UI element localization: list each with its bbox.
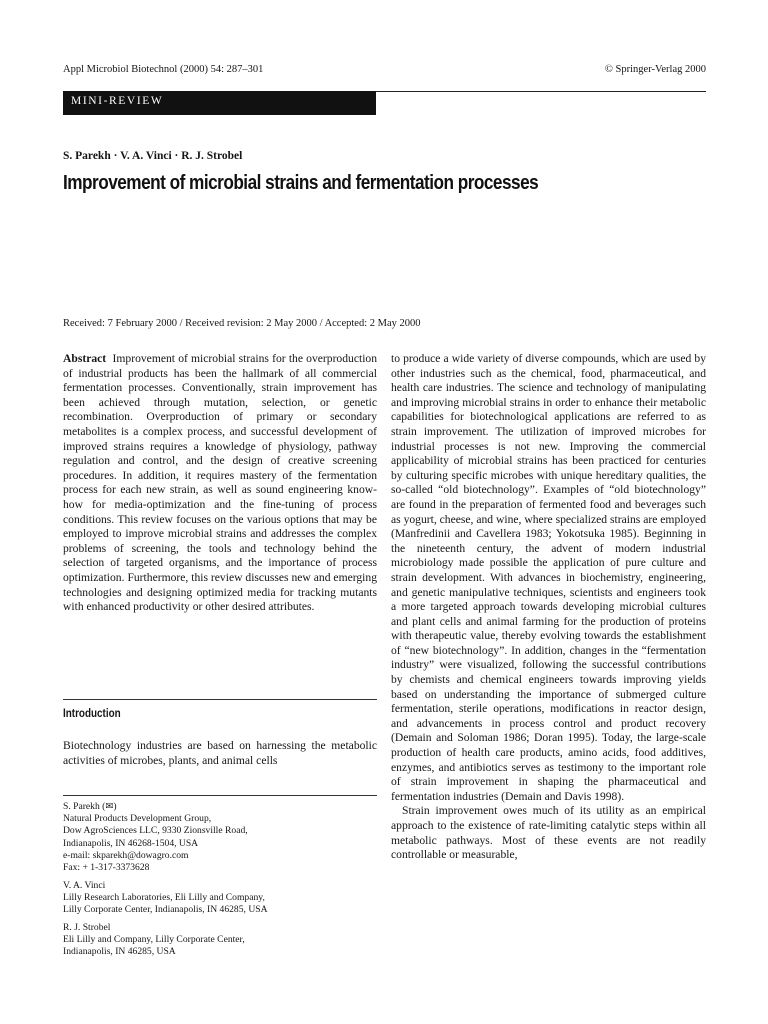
affiliation-name: V. A. Vinci [63, 880, 106, 891]
affiliation-line: Lilly Research Laboratories, Eli Lilly and Company, [63, 892, 265, 904]
affiliation-name: R. J. Strobel [63, 922, 111, 933]
affiliation-line: Indianapolis, IN 46268-1504, USA [63, 837, 199, 849]
affiliation-divider [63, 795, 377, 796]
affiliation-parekh [63, 801, 377, 874]
received-dates: Received: 7 February 2000 / Received revision: 2 May 2000 / Accepted: 2 May 2000 [63, 318, 421, 329]
affiliation-email: e-mail: skparekh@dowagro.com [63, 849, 189, 861]
introduction-text: Biotechnology industries are based on harnessing the metabolic activities of microbes, plants, and animal cells [63, 739, 377, 767]
article-title: Improvement of microbial strains and fermentation processes [63, 172, 539, 194]
abstract-heading: Abstract [63, 352, 107, 365]
affiliation-line: Dow AgroSciences LLC, 9330 Zionsville Road, [63, 825, 248, 837]
copyright-notice: © Springer-Verlag 2000 [604, 64, 706, 75]
section-divider [63, 699, 377, 700]
abstract-text: Improvement of microbial strains for the overproduction of industrial products has been the hallmark of all commercial fermentation processes. Conventionally, strain improvement has been achieved through mutation, selection, or genetic recombination. Overproduction of primary or secondary metabolites is a complex process, and successful development of improved strains requires a knowledge of physiology, pathway regulation and control, and the design of creative screening procedures. In addition, it requires mastery of the fermentation process for each new strain, as well as sound engineering know-how for media-optimization and the fine-tuning of process conditions. This review focuses on the various options that may be employed to improve microbial strains and addresses the complex problems of screening, the tools and technology behind the selection of targeted organisms, and the importance of process optimization. Furthermore, this review discusses new and emerging technologies and designing optimized media for tracking mutants with enhanced productivity or other desired attributes. [63, 352, 378, 614]
abstract [63, 352, 377, 615]
author-list: S. Parekh · V. A. Vinci · R. J. Strobel [63, 150, 243, 162]
affiliation-strobel [63, 922, 377, 959]
affiliation-line: Indianapolis, IN 46285, USA [63, 946, 176, 958]
affiliation-line: Natural Products Development Group, [63, 813, 212, 825]
affiliation-vinci [63, 880, 377, 917]
introduction-heading: Introduction [63, 708, 121, 720]
body-paragraph: to produce a wide variety of diverse compounds, which are used by other industries such as the chemical, food, pharmaceutical, and health care industries. The science and technology of manipulating and improving microbial strains in order to enhance their metabolic capabilities for biotechnological applications are referred to as strain improvement. The utilization of improved microbes for industrial processes is not new. Improving the commercial applicability of microbial strains has been practiced for centuries by culturing specific microbes with unique hereditary qualities, the so-called “old biotechnology”. Examples of “old biotechnology” are found in the preparation of fermented food and beverages such as yogurt, cheese, and wine, where specialized strains are employed (Manfredinii and Cavellera 1983; Yokotsuka 1985). Beginning in the nineteenth century, the advent of modern industrial microbiology made possible the application of pure culture and strain development. With advances in biochemistry, engineering, and genetic manipulative techniques, scientists and engineers took a more targeted approach towards developing microbial cultures and plant cells and animal farming for the production of proteins with therapeutic value, thereby evolving towards the establishment of “new biotechnology”. In addition, changes in the “fermentation industry” were visualized, following the successful contributions by chemists and chemical engineers towards improving yields based on understanding the importance of submerged culture fermentation, sterile operations, modifications in reactor design, and advancements in process control and product recovery (Demain and Soloman 1986; Doran 1995). Today, the large-scale production of health care products, amino acids, food additives, enzymes, and antibiotics serves as testimony to the important role of strain improvement in shaping the pharmaceutical and fermentation industries (Demain and Davis 1998). [391, 352, 706, 803]
affiliation-line: Eli Lilly and Company, Lilly Corporate Center, [63, 934, 245, 946]
affiliation-line: Lilly Corporate Center, Indianapolis, IN 46285, USA [63, 904, 268, 916]
affiliation-name: S. Parekh (✉) [63, 801, 117, 812]
affiliation-fax: Fax: + 1-317-3373628 [63, 862, 150, 874]
header-rule [376, 91, 706, 92]
journal-citation: Appl Microbiol Biotechnol (2000) 54: 287–301 [63, 64, 264, 75]
right-column [391, 352, 706, 863]
section-label: MINI-REVIEW [71, 95, 164, 107]
body-paragraph: Strain improvement owes much of its utility as an empirical approach to the existence of rate-limiting catalytic steps within all metabolic pathways. Most of these events are not readily controllable or measurable, [391, 804, 706, 862]
